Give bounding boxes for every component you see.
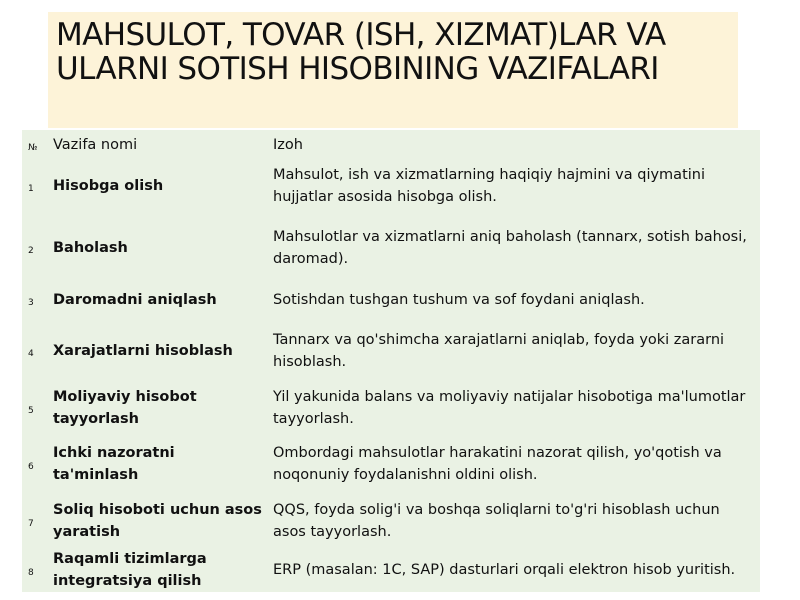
row-name: Raqamli tizimlarga integratsiya qilish <box>53 551 207 589</box>
table-row <box>22 212 760 284</box>
table-row <box>22 544 760 596</box>
row-description: Mahsulot, ish va xizmatlarning haqiqiy hajmini va qiymatini hujjatlar asosida hisobga olish. <box>273 167 705 205</box>
table-header-row <box>22 130 760 160</box>
title-banner <box>48 12 738 128</box>
row-description: Mahsulotlar va xizmatlarni aniq baholash (tannarx, sotish bahosi, daromad). <box>273 229 747 267</box>
row-number: 1 <box>28 184 34 194</box>
row-name: Xarajatlarni hisoblash <box>53 343 233 359</box>
row-name: Ichki nazoratni ta'minlash <box>53 445 175 483</box>
row-number: 4 <box>28 349 34 359</box>
table-row <box>22 160 760 212</box>
row-description: ERP (masalan: 1C, SAP) dasturlari orqali elektron hisob yuritish. <box>273 562 736 578</box>
row-number: 6 <box>28 462 34 472</box>
row-description: Tannarx va qo'shimcha xarajatlarni aniqlab, foyda yoki zararni hisoblash. <box>273 332 725 370</box>
row-number: 8 <box>28 568 34 578</box>
header-description: Izoh <box>273 137 303 153</box>
row-name: Baholash <box>53 240 128 256</box>
table-row <box>22 498 760 544</box>
row-description: Ombordagi mahsulotlar harakatini nazorat qilish, yo'qotish va noqonuniy foydalanishni oldini olish. <box>273 445 722 483</box>
row-description: Sotishdan tushgan tushum va sof foydani aniqlash. <box>273 292 645 308</box>
row-name: Daromadni aniqlash <box>53 292 217 308</box>
tasks-table-container <box>22 130 760 592</box>
table-row <box>22 284 760 316</box>
table-row <box>22 430 760 498</box>
row-number: 3 <box>28 298 34 308</box>
row-number: 7 <box>28 519 34 529</box>
row-number: 2 <box>28 246 34 256</box>
row-description: Yil yakunida balans va moliyaviy natijalar hisobotiga ma'lumotlar tayyorlash. <box>273 389 746 427</box>
page-title: MAHSULOT, TOVAR (ISH, XIZMAT)LAR VA ULARNI SOTISH HISOBINING VAZIFALARI <box>56 17 666 87</box>
table-row <box>22 386 760 430</box>
table-row <box>22 316 760 386</box>
tasks-table <box>22 130 760 596</box>
header-name: Vazifa nomi <box>53 137 138 153</box>
row-name: Soliq hisoboti uchun asos yaratish <box>53 502 262 540</box>
row-name: Moliyaviy hisobot tayyorlash <box>53 389 197 427</box>
row-number: 5 <box>28 406 34 416</box>
row-description: QQS, foyda solig'i va boshqa soliqlarni to'g'ri hisoblash uchun asos tayyorlash. <box>273 502 720 540</box>
header-number: № <box>28 143 38 153</box>
row-name: Hisobga olish <box>53 178 164 194</box>
